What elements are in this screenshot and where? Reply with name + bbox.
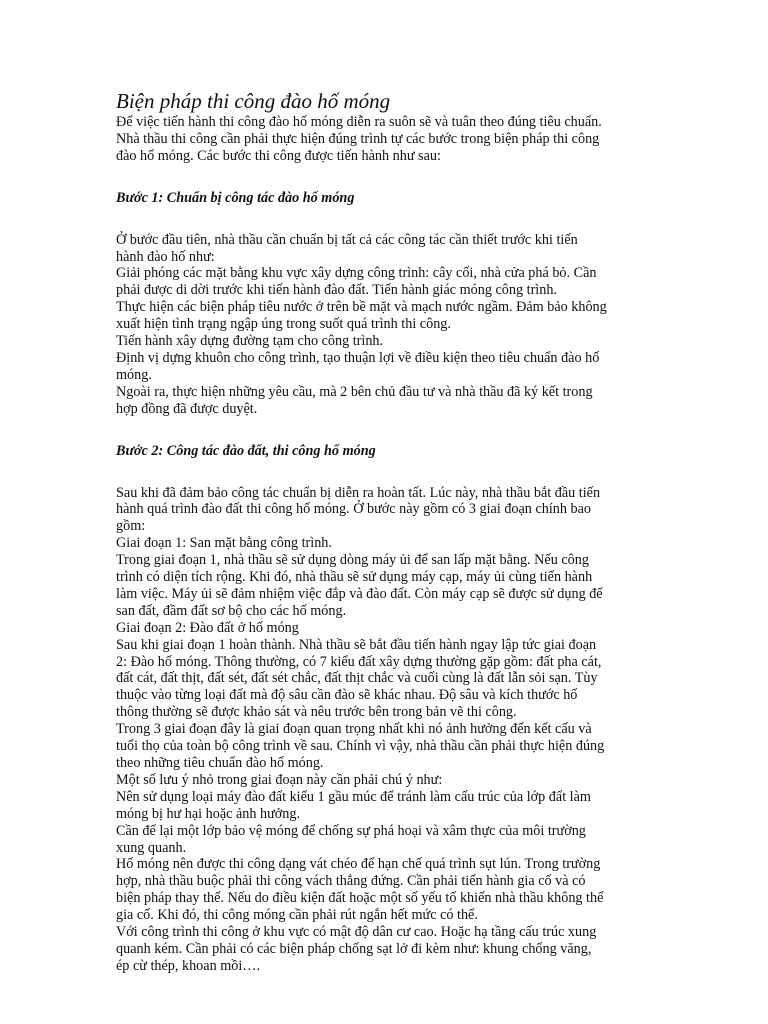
document-page <box>116 88 661 975</box>
step1-line: Tiến hành xây dựng đường tạm cho công trình. <box>116 333 384 350</box>
step2-line: Trong giai đoạn 1, nhà thầu sẽ sử dụng dòng máy ủi để san lấp mặt bằng. Nếu công <box>116 552 589 569</box>
step2-line: theo những tiêu chuẩn đào hố móng. <box>116 755 324 771</box>
step2-body <box>116 485 661 975</box>
step2-line: Hố móng nên được thi công dạng vát chéo để hạn chế quá trình sụt lún. Trong trường <box>116 856 601 873</box>
step2-line: Giai đoạn 2: Đào đất ở hố móng <box>116 619 299 636</box>
step2-line: gồm: <box>116 518 146 535</box>
document-title: Biện pháp thi công đào hố móng <box>116 89 391 113</box>
step1-body <box>116 232 661 418</box>
step2-line: móng bị hư hại hoặc ảnh hưởng. <box>116 805 301 822</box>
intro-line: Nhà thầu thi công cần phải thực hiện đúng trình tự các bước trong biện pháp thi công <box>116 130 600 147</box>
step1-line: móng. <box>116 366 152 383</box>
step1-line: Ngoài ra, thực hiện những yêu cầu, mà 2 bên chủ đầu tư và nhà thầu đã ký kết trong <box>116 383 593 400</box>
step2-line: Với công trình thi công ở khu vực có mật độ dân cư cao. Hoặc hạ tầng cấu trúc xung <box>116 924 597 941</box>
step1-line: Ở bước đầu tiên, nhà thầu cần chuẩn bị tất cả các công tác cần thiết trước khi tiến <box>116 231 578 248</box>
step2-line: làm việc. Máy ủi sẽ đảm nhiệm việc đắp và đào đất. Còn máy cạp sẽ được sử dụng để <box>116 585 603 602</box>
step2-line: Nên sử dụng loại máy đào đất kiểu 1 gầu múc để tránh làm cấu trúc của lớp đất làm <box>116 788 591 805</box>
step2-line: gia cố. Khi đó, thi công móng cần phải rút ngắn hết mức có thể. <box>116 907 478 924</box>
step2-line: Một số lưu ý nhỏ trong giai đoạn này cần phải chú ý như: <box>116 771 443 788</box>
step2-line: biện pháp thay thế. Nếu do điều kiện đất hoặc một số yếu tố khiến nhà thầu không thể <box>116 890 604 907</box>
step2-line: quanh kém. Cần phải có các biện pháp chống sạt lở đi kèm như: khung chống văng, <box>116 940 592 957</box>
step1-line: Giải phóng các mặt bằng khu vực xây dựng công trình: cây cối, nhà cửa phá bỏ. Cần <box>116 265 597 282</box>
step1-line: Định vị dựng khuôn cho công trình, tạo thuận lợi về điều kiện theo tiêu chuẩn đào hố <box>116 349 600 366</box>
step2-line: Cần để lại một lớp bảo vệ móng để chống sự phá hoại và xâm thực của môi trường <box>116 822 586 839</box>
step2-line: Giai đoạn 1: San mặt bằng công trình. <box>116 535 332 552</box>
step1-line: phải được di dời trước khi tiến hành đào đất. Tiến hành giác móng công trình. <box>116 282 557 299</box>
step2-line: thông thường sẽ được khảo sát và nêu trước bên trong bản vẽ thi công. <box>116 704 517 721</box>
intro-line: đào hố móng. Các bước thi công được tiến hành như sau: <box>116 147 441 164</box>
intro-paragraph <box>116 114 661 165</box>
step2-line: hợp, nhà thầu buộc phải thi công vách thẳng đứng. Cần phải tiến hành gia cố và có <box>116 873 586 890</box>
step2-line: san đất, đầm đất sơ bộ cho các hố móng. <box>116 602 347 619</box>
step2-line: tuổi thọ của toàn bộ công trình về sau. Chính vì vậy, nhà thầu cần phải thực hiện đúng <box>116 738 605 755</box>
step2-heading: Bước 2: Công tác đào đất, thi công hố móng <box>116 442 376 459</box>
intro-line: Để việc tiến hành thi công đào hố móng diễn ra suôn sẽ và tuân theo đúng tiêu chuẩn. <box>116 114 602 130</box>
step2-line: trình có diện tích rộng. Khi đó, nhà thầu sẽ sử dụng máy cạp, máy ủi cùng tiến hành <box>116 569 593 586</box>
step2-line: ép cừ thép, khoan mồi…. <box>116 957 261 974</box>
step2-line: 2: Đào hố móng. Thông thường, có 7 kiểu đất xây dựng thường gặp gồm: đất pha cát, <box>116 653 602 670</box>
step2-line: Sau khi đã đảm bảo công tác chuẩn bị diễn ra hoàn tất. Lúc này, nhà thầu bắt đầu tiến <box>116 484 601 501</box>
step1-line: hành đào hố như: <box>116 248 215 265</box>
step2-line: xung quanh. <box>116 839 187 856</box>
step2-line: thuộc vào từng loại đất mà độ sâu cần đào sẽ khác nhau. Độ sâu và kích thước hố <box>116 687 578 704</box>
step2-line: đất cát, đất thịt, đất sét, đất sét chắc, đất thịt chắc và cuối cùng là đất lẫn sỏi sạn. Tùy <box>116 670 598 687</box>
step1-line: xuất hiện tình trạng ngập úng trong suốt quá trình thi công. <box>116 316 451 333</box>
step2-line: Trong 3 giai đoạn đây là giai đoạn quan trọng nhất khi nó ảnh hưởng đến kết cấu và <box>116 721 592 738</box>
step1-line: Thực hiện các biện pháp tiêu nước ở trên bề mặt và mạch nước ngầm. Đảm bảo không <box>116 299 607 316</box>
step2-line: Sau khi giai đoạn 1 hoàn thành. Nhà thầu sẽ bắt đầu tiến hành ngay lập tức giai đoạn <box>116 636 597 653</box>
step1-heading: Bước 1: Chuẩn bị công tác đào hố móng <box>116 189 355 206</box>
step2-line: hành quá trình đào đất thi công hố móng. Ở bước này gồm có 3 giai đoạn chính bao <box>116 501 592 518</box>
step1-line: hợp đồng đã được duyệt. <box>116 400 258 417</box>
